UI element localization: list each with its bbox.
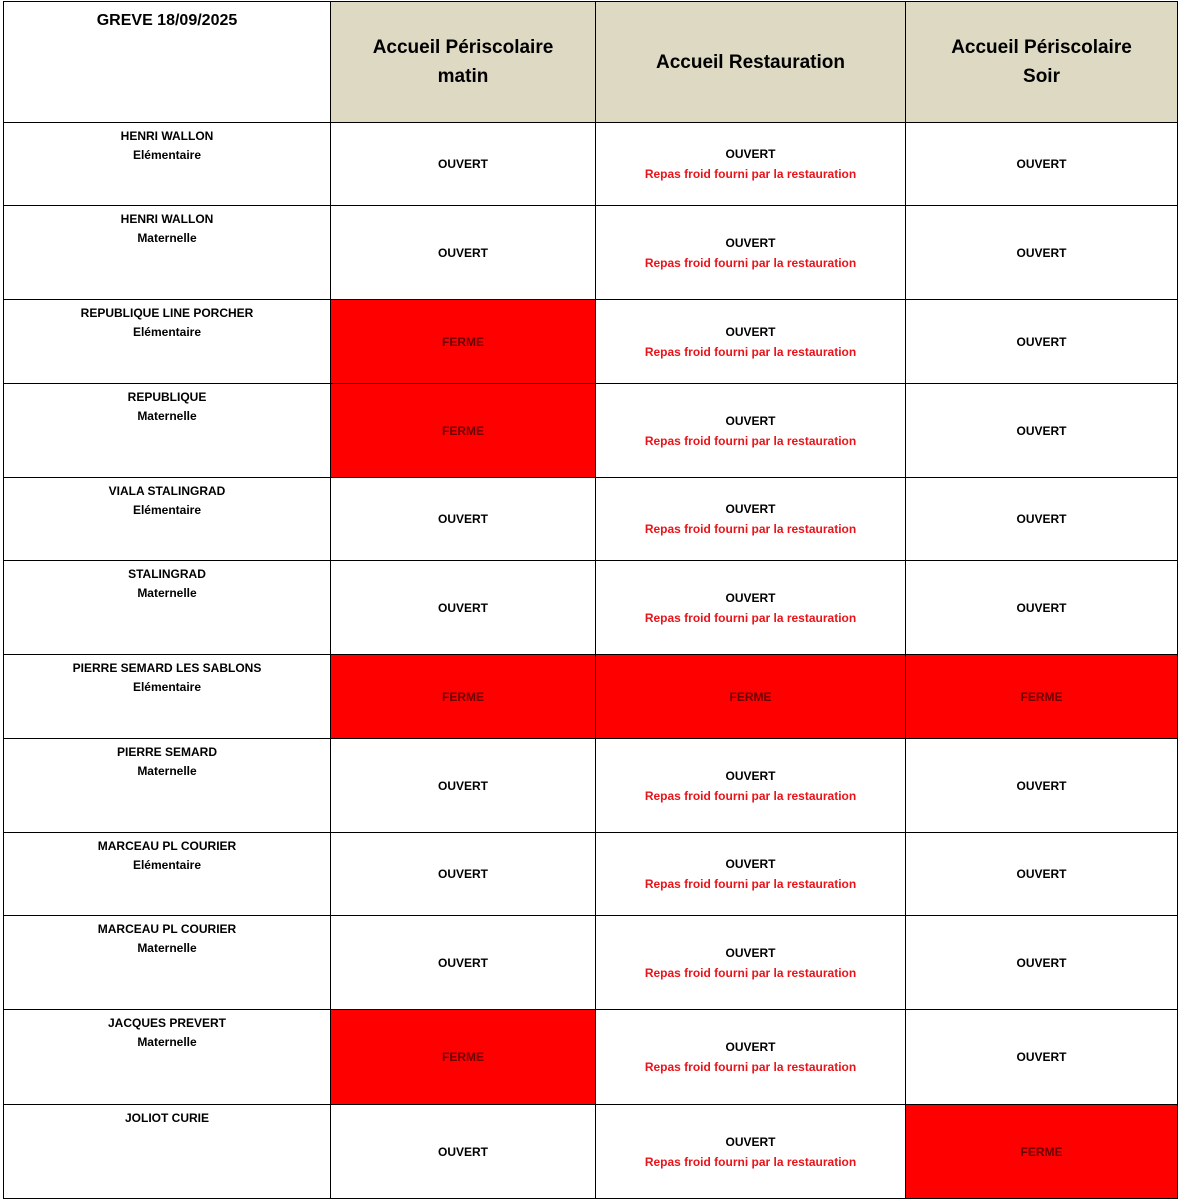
- status-text: OUVERT: [437, 955, 488, 970]
- status-cell-soir: [906, 384, 1178, 478]
- school-level: Elémentaire: [132, 680, 202, 694]
- school-name: JACQUES PREVERT: [107, 1016, 227, 1030]
- school-row: [4, 206, 1178, 300]
- meal-note: Repas froid fourni par la restauration: [644, 167, 857, 181]
- status-cell-matin: [331, 916, 596, 1010]
- status-cell-soir: [906, 739, 1178, 833]
- status-text: OUVERT: [725, 147, 776, 161]
- status-text: FERME: [442, 1050, 484, 1064]
- meal-note: Repas froid fourni par la restauration: [644, 433, 857, 448]
- status-text: OUVERT: [1016, 867, 1067, 881]
- status-text: OUVERT: [1016, 600, 1067, 615]
- school-cell: [4, 916, 331, 1010]
- status-text: OUVERT: [725, 502, 776, 516]
- meal-note: Repas froid fourni par la restauration: [644, 255, 857, 270]
- school-level: Maternelle: [137, 764, 197, 778]
- school-level: Elémentaire: [132, 325, 202, 339]
- status-text: OUVERT: [725, 590, 776, 605]
- school-row: [4, 655, 1178, 739]
- school-cell: [4, 655, 331, 739]
- school-name: HENRI WALLON: [120, 129, 214, 143]
- school-row: [4, 561, 1178, 655]
- status-cell-restauration: [596, 1105, 906, 1199]
- status-cell-matin: [331, 833, 596, 916]
- status-text: FERME: [729, 689, 772, 704]
- status-text: OUVERT: [725, 1040, 776, 1054]
- status-cell-matin: [331, 384, 596, 478]
- status-cell-soir: [906, 1010, 1178, 1105]
- school-name: PIERRE SEMARD: [116, 745, 217, 759]
- column-header-line: Accueil Périscolaire: [372, 37, 554, 58]
- school-row: [4, 916, 1178, 1010]
- school-cell: [4, 206, 331, 300]
- school-name: REPUBLIQUE: [127, 390, 207, 404]
- school-level: Maternelle: [137, 1035, 197, 1049]
- status-cell-restauration: [596, 123, 906, 206]
- school-level: Maternelle: [137, 231, 197, 245]
- column-header-line: Soir: [1023, 66, 1060, 87]
- status-cell-restauration: [596, 916, 906, 1010]
- status-cell-soir: [906, 206, 1178, 300]
- meal-note: Repas froid fourni par la restauration: [644, 610, 857, 625]
- status-text: OUVERT: [1016, 1050, 1067, 1064]
- school-level: Elémentaire: [132, 858, 202, 872]
- status-text: OUVERT: [1016, 778, 1067, 793]
- meal-note: Repas froid fourni par la restauration: [644, 522, 857, 536]
- status-cell-soir: [906, 833, 1178, 916]
- status-cell-soir: [906, 561, 1178, 655]
- school-row: [4, 833, 1178, 916]
- status-text: OUVERT: [725, 945, 776, 960]
- school-name: VIALA STALINGRAD: [108, 484, 226, 498]
- status-cell-matin: [331, 739, 596, 833]
- school-cell: [4, 833, 331, 916]
- status-text: OUVERT: [725, 413, 776, 428]
- column-header-soir: [906, 2, 1178, 123]
- status-cell-restauration: [596, 384, 906, 478]
- status-text: OUVERT: [1016, 955, 1067, 970]
- status-text: OUVERT: [1016, 423, 1067, 438]
- status-text: OUVERT: [437, 512, 488, 526]
- status-text: OUVERT: [1016, 512, 1067, 526]
- column-header-matin: [331, 2, 596, 123]
- status-text: OUVERT: [1016, 245, 1067, 260]
- status-cell-soir: [906, 300, 1178, 384]
- status-text: OUVERT: [437, 1144, 488, 1159]
- status-text: OUVERT: [437, 600, 488, 615]
- school-cell: [4, 1010, 331, 1105]
- column-header-restauration: [596, 2, 906, 123]
- school-level: Maternelle: [137, 586, 197, 600]
- status-cell-matin: [331, 123, 596, 206]
- school-name: STALINGRAD: [128, 567, 206, 581]
- status-cell-restauration: [596, 739, 906, 833]
- school-name: JOLIOT CURIE: [124, 1111, 209, 1125]
- status-text: OUVERT: [725, 324, 776, 339]
- school-cell: [4, 561, 331, 655]
- status-text: FERME: [442, 689, 484, 704]
- status-text: FERME: [1020, 689, 1063, 704]
- status-cell-matin: [331, 1105, 596, 1199]
- status-cell-restauration: [596, 1010, 906, 1105]
- meal-note: Repas froid fourni par la restauration: [644, 877, 857, 891]
- status-cell-restauration: [596, 833, 906, 916]
- school-cell: [4, 1105, 331, 1199]
- page-title: GREVE 18/09/2025: [4, 2, 331, 123]
- status-text: FERME: [442, 423, 484, 438]
- status-text: OUVERT: [437, 157, 488, 171]
- status-text: FERME: [1020, 1144, 1063, 1159]
- status-text: OUVERT: [437, 778, 488, 793]
- school-cell: [4, 739, 331, 833]
- status-cell-matin: [331, 300, 596, 384]
- strike-schedule-table: [3, 1, 1178, 1199]
- school-row: [4, 739, 1178, 833]
- meal-note: Repas froid fourni par la restauration: [644, 1060, 857, 1074]
- status-cell-soir: [906, 478, 1178, 561]
- school-cell: [4, 300, 331, 384]
- status-cell-restauration: [596, 206, 906, 300]
- status-text: OUVERT: [725, 857, 776, 871]
- status-cell-restauration: [596, 478, 906, 561]
- school-level: Maternelle: [137, 941, 197, 955]
- status-cell-restauration: [596, 300, 906, 384]
- status-text: OUVERT: [437, 245, 488, 260]
- status-cell-soir: [906, 1105, 1178, 1199]
- school-cell: [4, 123, 331, 206]
- status-cell-soir: [906, 916, 1178, 1010]
- status-text: OUVERT: [725, 235, 776, 250]
- status-cell-soir: [906, 655, 1178, 739]
- school-row: [4, 478, 1178, 561]
- column-header-line: Accueil Restauration: [656, 51, 845, 73]
- header-row: [4, 2, 1178, 123]
- meal-note: Repas froid fourni par la restauration: [644, 344, 857, 359]
- school-level: Maternelle: [137, 409, 197, 423]
- status-cell-matin: [331, 1010, 596, 1105]
- status-cell-matin: [331, 655, 596, 739]
- school-level: Elémentaire: [132, 503, 202, 517]
- school-row: [4, 1010, 1178, 1105]
- school-cell: [4, 478, 331, 561]
- status-cell-restauration: [596, 561, 906, 655]
- status-text: OUVERT: [725, 1134, 776, 1149]
- column-header-line: matin: [437, 66, 489, 87]
- school-row: [4, 384, 1178, 478]
- status-text: OUVERT: [1016, 157, 1067, 171]
- school-cell: [4, 384, 331, 478]
- status-cell-matin: [331, 206, 596, 300]
- status-text: FERME: [442, 334, 484, 349]
- school-name: MARCEAU PL COURIER: [97, 922, 237, 936]
- status-cell-soir: [906, 123, 1178, 206]
- status-cell-matin: [331, 478, 596, 561]
- meal-note: Repas froid fourni par la restauration: [644, 788, 857, 803]
- school-name: MARCEAU PL COURIER: [97, 839, 237, 853]
- meal-note: Repas froid fourni par la restauration: [644, 965, 857, 980]
- status-text: OUVERT: [725, 768, 776, 783]
- school-name: PIERRE SEMARD LES SABLONS: [72, 661, 262, 675]
- school-row: [4, 1105, 1178, 1199]
- status-cell-restauration: [596, 655, 906, 739]
- school-name: HENRI WALLON: [120, 212, 214, 226]
- school-level: Elémentaire: [132, 148, 202, 162]
- school-row: [4, 123, 1178, 206]
- status-cell-matin: [331, 561, 596, 655]
- column-header-line: Accueil Périscolaire: [951, 37, 1132, 58]
- meal-note: Repas froid fourni par la restauration: [644, 1154, 857, 1169]
- status-text: OUVERT: [437, 867, 488, 881]
- status-text: OUVERT: [1016, 334, 1067, 349]
- school-name: REPUBLIQUE LINE PORCHER: [80, 306, 254, 320]
- school-row: [4, 300, 1178, 384]
